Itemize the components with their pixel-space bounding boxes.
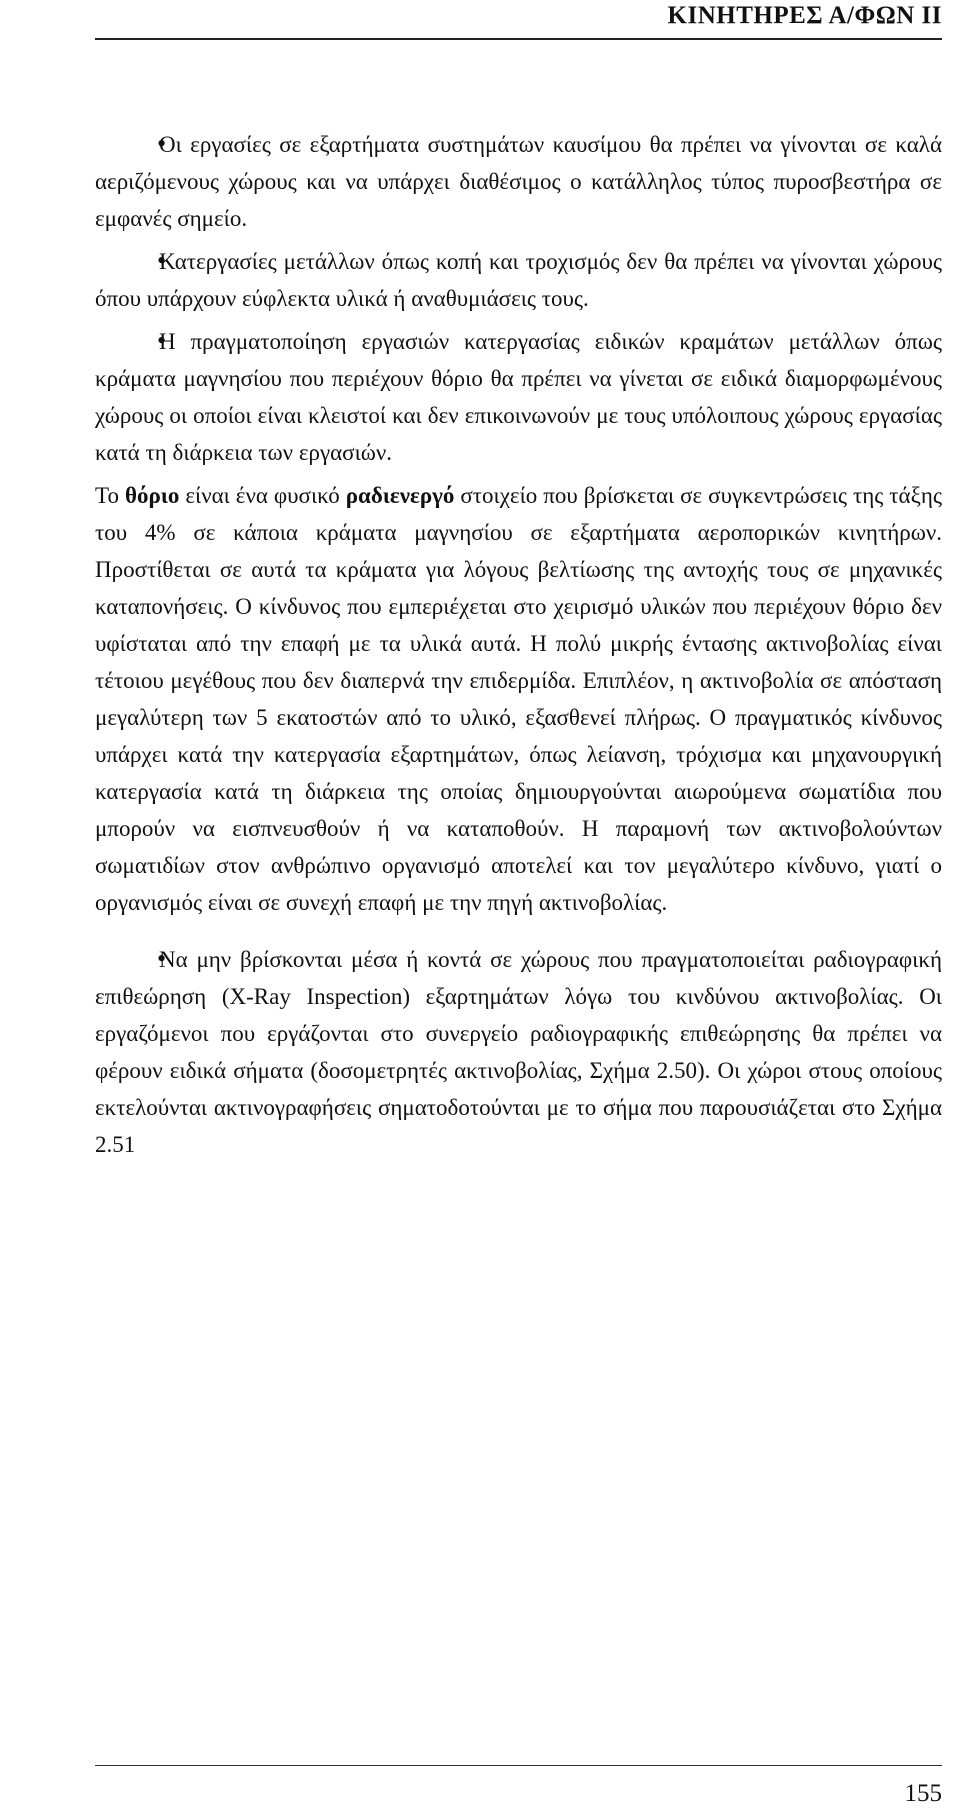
bullet-text: Οι εργασίες σε εξαρτήματα συστημάτων καυσίμου θα πρέπει να γίνονται σε καλά αεριζόμενους χώρους και να υπάρχει διαθέσιμος ο κατάλληλος τύπος πυροσβεστήρα σε εμφανές σημείο. [95, 132, 942, 231]
page-content [95, 126, 942, 1163]
bullet-item [95, 941, 942, 1163]
paragraph-text: στοιχείο που βρίσκεται σε συγκεντρώσεις της τάξης του 4% σε κάποια κράματα μαγνησίου σε εξαρτήματα αεροπορικών κινητήρων. Προστίθεται σε αυτά τα κράματα για λόγους βελτίωσης της αντοχής τους σε μηχανικές καταπονήσεις. Ο κίνδυνος που εμπεριέχεται στο χειρισμό υλικών που περιέχουν θόριο δεν υφίσταται από την επαφή με τα υλικά αυτά. Η πολύ μικρής έντασης ακτινοβολίας είναι τέτοιου μεγέθους που δεν διαπερνά την επιδερμίδα. Επιπλέον, η ακτινοβολία σε απόσταση μεγαλύτερη των 5 εκατοστών από το υλικό, εξασθενεί πλήρως. Ο πραγματικός κίνδυνος υπάρχει κατά την κατεργασία εξαρτημάτων, όπως λείανση, τρόχισμα και μηχανουργική κατεργασία κατά τη διάρκεια της οποίας δημιουργούνται αιωρούμενα σωματίδια που μπορούν να εισπνευσθούν ή να καταποθούν. Η παραμονή των ακτινοβολούντων σωματιδίων στον ανθρώπινο οργανισμό αποτελεί και τον μεγαλύτερο κίνδυνο, γιατί ο οργανισμός είναι σε συνεχή επαφή με την πηγή ακτινοβολίας. [95, 483, 942, 915]
paragraph-text: Το [95, 483, 125, 508]
bullet-text: Η πραγματοποίηση εργασιών κατεργασίας ειδικών κραμάτων μετάλλων όπως κράματα μαγνησίου που περιέχουν θόριο θα πρέπει να γίνεται σε ειδικά διαμορφωμένους χώρους οι οποίοι είναι κλειστοί και δεν επικοινωνούν με τους υπόλοιπους χώρους εργασίας κατά τη διάρκεια των εργασιών. [95, 329, 942, 465]
bold-term-thorium: θόριο [124, 483, 180, 508]
bullet-text: Κατεργασίες μετάλλων όπως κοπή και τροχισμός δεν θα πρέπει να γίνονται χώρους όπου υπάρχουν εύφλεκτα υλικά ή αναθυμιάσεις τους. [95, 249, 942, 311]
bullet-item [95, 243, 942, 317]
bold-term-radioactive: ραδιενεργό [345, 483, 455, 508]
paragraph-text: είναι ένα φυσικό [179, 483, 346, 508]
bullet-item [95, 126, 942, 237]
body-paragraph [95, 477, 942, 921]
page-header [95, 0, 942, 42]
footer-divider [95, 1765, 942, 1766]
bullet-text: Να μην βρίσκονται μέσα ή κοντά σε χώρους που πραγματοποιείται ραδιογραφική επιθεώρηση (X-Ray Inspection) εξαρτημάτων λόγω του κινδύνου ακτινοβολίας. Οι εργαζόμενοι που εργάζονται στο συνεργείο ραδιογραφικής επιθεώρησης θα πρέπει να φέρουν ειδικά σήματα (δοσομετρητές ακτινοβολίας, Σχήμα 2.50). Οι χώροι στους οποίους εκτελούνται ακτινογραφήσεις σηματοδοτούνται με το σήμα που παρουσιάζεται στο Σχήμα 2.51 [95, 947, 942, 1157]
header-divider [95, 38, 942, 40]
header-title: ΚΙΝΗΤΗΡΕΣ Α/ΦΩΝ ΙΙ [667, 2, 942, 29]
page-number: 155 [904, 1780, 942, 1807]
bullet-item [95, 323, 942, 471]
